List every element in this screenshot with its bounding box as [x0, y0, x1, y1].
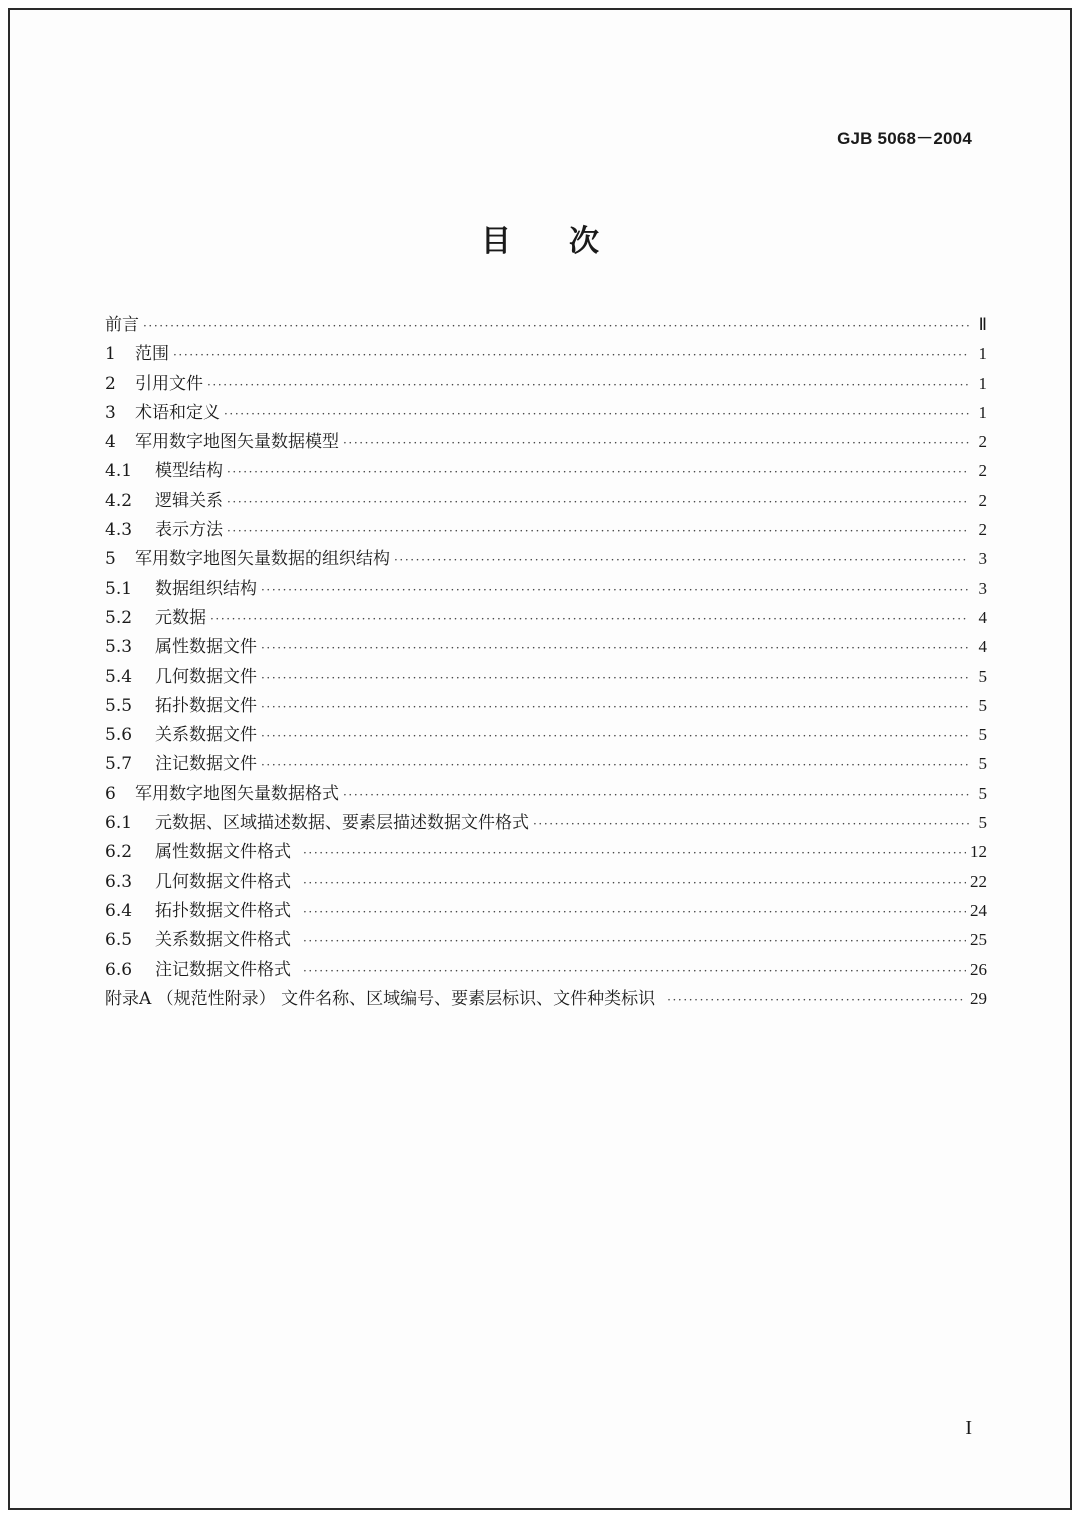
toc-entry-label: 逻辑关系 [155, 490, 223, 511]
toc-entry[interactable] [105, 632, 987, 661]
toc-entry-page: 5 [978, 813, 987, 833]
toc-entry-page: 1 [978, 344, 987, 364]
toc-entry[interactable] [105, 779, 987, 808]
toc-entry-number: 5.1 [105, 578, 133, 599]
toc-leader-dots [143, 312, 969, 341]
toc-entry-page: 2 [978, 432, 987, 452]
toc-entry-page: 2 [978, 520, 987, 540]
toc-entry-page: 5 [978, 695, 987, 715]
toc-entry-page: 2 [978, 461, 987, 481]
toc-entry-label: 关系数据文件 [155, 725, 257, 746]
toc-entry-label: 军用数字地图矢量数据格式 [135, 783, 339, 804]
toc-entry-page: 5 [978, 754, 987, 774]
toc-leader-dots [227, 517, 969, 546]
toc-leader-dots [227, 488, 969, 517]
toc-entry-label: 拓扑数据文件格式 [155, 900, 291, 921]
toc-entry-number: 5.7 [105, 754, 133, 775]
toc-leader-dots [533, 810, 969, 839]
toc-leader-dots [303, 839, 966, 868]
toc-entry-label: 关系数据文件格式 [155, 930, 291, 951]
toc-entry[interactable] [105, 515, 987, 544]
toc-leader-dots [343, 781, 969, 810]
toc-entry-page: 3 [978, 578, 987, 598]
toc-entry[interactable] [105, 544, 987, 573]
toc-entry-number: 5 [105, 549, 116, 570]
toc-entry[interactable] [105, 427, 987, 456]
toc-entry-label: 几何数据文件格式 [155, 871, 291, 892]
toc-leader-dots [667, 986, 966, 1015]
toc-entry-label: 军用数字地图矢量数据模型 [135, 432, 339, 453]
toc-entry[interactable] [105, 456, 987, 485]
toc-entry-number: 4 [105, 432, 116, 453]
toc-entry-page: 4 [978, 637, 987, 657]
toc-entry-number: 4.3 [105, 520, 133, 541]
toc-entry-page: 5 [978, 725, 987, 745]
toc-entry-number: 5.4 [105, 666, 133, 687]
toc-entry-label: 引用文件 [135, 373, 203, 394]
toc-entry[interactable] [105, 984, 987, 1013]
toc-entry[interactable] [105, 955, 987, 984]
toc-entry[interactable] [105, 720, 987, 749]
toc-entry[interactable] [105, 896, 987, 925]
toc-entry-label: 几何数据文件 [155, 666, 257, 687]
toc-leader-dots [261, 576, 969, 605]
toc-entry-label: 军用数字地图矢量数据的组织结构 [135, 549, 390, 570]
toc-leader-dots [261, 634, 969, 663]
toc-entry-page: 4 [978, 607, 987, 627]
toc-entry-label: 注记数据文件 [155, 754, 257, 775]
page-number: I [965, 1417, 972, 1439]
toc-entry-page: 12 [970, 842, 987, 862]
toc-entry-label: 属性数据文件格式 [155, 842, 291, 863]
toc-entry-number: 4.1 [105, 461, 133, 482]
toc-leader-dots [261, 722, 969, 751]
toc-entry-label: 模型结构 [155, 461, 223, 482]
toc-entry-page: 2 [978, 490, 987, 510]
toc-entry-number: 6.4 [105, 900, 133, 921]
toc-entry-number: 6.2 [105, 842, 133, 863]
toc-entry-label: 属性数据文件 [155, 637, 257, 658]
table-of-contents [105, 310, 987, 1013]
toc-leader-dots [394, 546, 969, 575]
toc-entry[interactable] [105, 925, 987, 954]
toc-entry[interactable] [105, 749, 987, 778]
toc-entry-page: 5 [978, 666, 987, 686]
toc-entry-page: 29 [970, 988, 987, 1008]
toc-entry[interactable] [105, 310, 987, 339]
toc-leader-dots [224, 400, 969, 429]
toc-entry-page: 25 [970, 930, 987, 950]
toc-entry-label: 拓扑数据文件 [155, 695, 257, 716]
toc-entry[interactable] [105, 603, 987, 632]
toc-leader-dots [173, 341, 969, 370]
toc-leader-dots [303, 869, 966, 898]
toc-leader-dots [303, 957, 966, 986]
toc-entry-number: 6.6 [105, 959, 133, 980]
toc-entry-number: 6 [105, 783, 116, 804]
toc-entry[interactable] [105, 808, 987, 837]
toc-entry[interactable] [105, 867, 987, 896]
toc-leader-dots [261, 751, 969, 780]
toc-entry-page: 1 [978, 373, 987, 393]
toc-entry-label: 元数据 [155, 607, 206, 628]
toc-entry-page: 1 [978, 402, 987, 422]
toc-entry[interactable] [105, 398, 987, 427]
toc-entry-number: 6.5 [105, 930, 133, 951]
toc-entry-label: 数据组织结构 [155, 578, 257, 599]
toc-entry[interactable] [105, 486, 987, 515]
toc-entry-number: 2 [105, 373, 116, 394]
toc-entry-number: 6.3 [105, 871, 133, 892]
toc-entry[interactable] [105, 339, 987, 368]
toc-entry-number: 3 [105, 402, 116, 423]
toc-entry-label: 前言 [105, 315, 139, 335]
toc-entry[interactable] [105, 691, 987, 720]
document-page [8, 8, 1072, 1510]
toc-entry-number: 5.5 [105, 695, 133, 716]
toc-leader-dots [210, 605, 969, 634]
toc-entry-page: 24 [970, 900, 987, 920]
toc-entry-number: 6.1 [105, 813, 133, 834]
toc-entry-label: 术语和定义 [135, 402, 220, 423]
toc-entry-page: 3 [978, 549, 987, 569]
toc-entry[interactable] [105, 574, 987, 603]
toc-leader-dots [207, 371, 969, 400]
toc-entry-number: 5.6 [105, 725, 133, 746]
page-title: 目次 [481, 224, 657, 259]
toc-leader-dots [261, 693, 969, 722]
toc-entry[interactable] [105, 837, 987, 866]
toc-entry[interactable] [105, 662, 987, 691]
toc-entry-label: 范围 [135, 344, 169, 365]
toc-leader-dots [303, 898, 966, 927]
toc-entry-number: 4.2 [105, 490, 133, 511]
toc-entry-page: Ⅱ [978, 315, 987, 334]
toc-entry-page: 5 [978, 783, 987, 803]
toc-leader-dots [227, 458, 969, 487]
toc-entry-label: 表示方法 [155, 520, 223, 541]
toc-entry-number: 1 [105, 344, 116, 365]
toc-entry-label: 附录A （规范性附录） 文件名称、区域编号、要素层标识、文件种类标识 [105, 988, 656, 1009]
toc-leader-dots [343, 429, 969, 458]
toc-entry-page: 22 [970, 871, 987, 891]
toc-entry-number: 5.3 [105, 637, 133, 658]
toc-entry-number: 5.2 [105, 607, 133, 628]
toc-entry-label: 注记数据文件格式 [155, 959, 291, 980]
standard-code: GJB 5068－2004 [837, 129, 972, 148]
toc-leader-dots [303, 927, 966, 956]
toc-entry-page: 26 [970, 959, 987, 979]
toc-leader-dots [261, 664, 969, 693]
toc-entry-label: 元数据、区域描述数据、要素层描述数据文件格式 [155, 813, 529, 834]
toc-entry[interactable] [105, 369, 987, 398]
